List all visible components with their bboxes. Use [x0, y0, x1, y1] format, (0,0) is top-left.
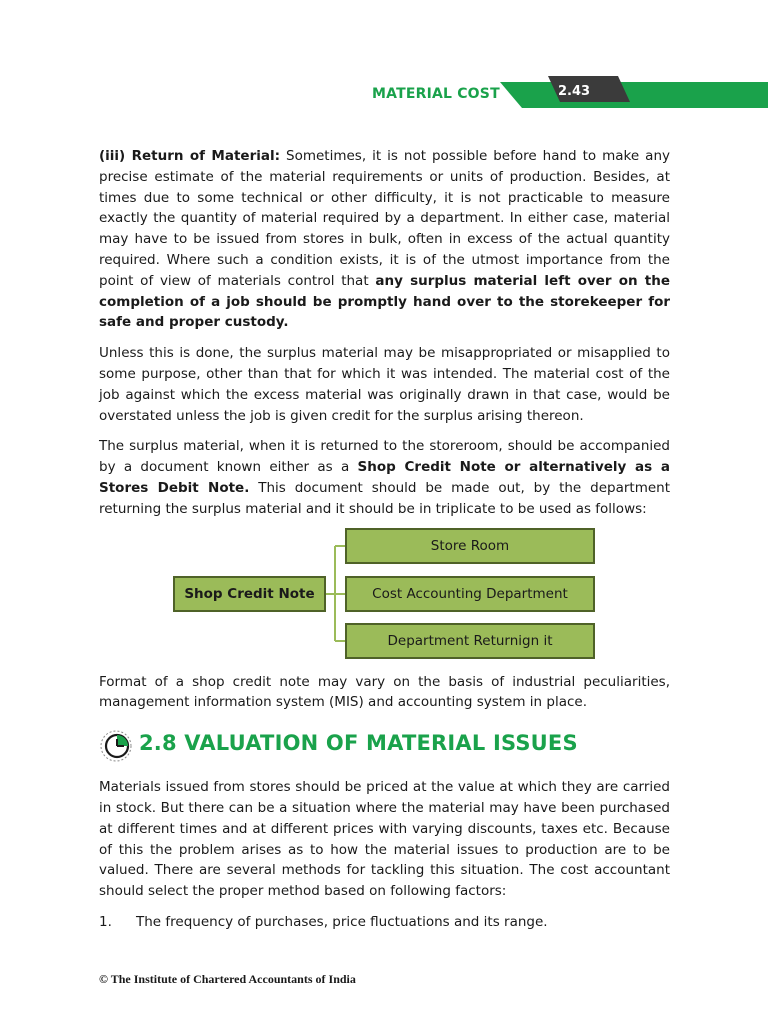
department-returning-box: Department Returnign it [345, 623, 595, 659]
section-title: 2.8 VALUATION OF MATERIAL ISSUES [139, 731, 578, 756]
header-page-tab [500, 76, 768, 110]
paragraph-bold-text: any surplus material left over on the completion of a job should be promptly hand over to the storekeeper for safe and proper custody. [99, 272, 671, 331]
paragraph-return-of-material [99, 146, 670, 333]
clock-icon [99, 729, 133, 763]
paragraph-materials-issued: Materials issued from stores should be priced at the value at which they are carried in stock. But there can be a situation where the material may have been purchased at different times and at different prices with varying discounts, taxes etc. Because of this the problem arises as to how the material issues to production are to be valued. There are several methods for tackling this situation. The cost accountant should select the proper method based on following factors: [99, 779, 670, 900]
footer-copyright: © The Institute of Chartered Accountants of India [99, 972, 356, 986]
paragraph-text: This document should be made out, by the department returning the surplus material and it should be in triplicate to be used as follows: [99, 479, 671, 517]
paragraph-text: The surplus material, when it is returned to the storeroom, should be accompanied by a document known either as a [99, 438, 670, 476]
list-number: 1. [99, 913, 112, 930]
page-header [0, 72, 768, 112]
store-room-box: Store Room [345, 528, 595, 564]
paragraph-text: Sometimes, it is not possible before hand to make any precise estimate of the material requirements or units of production. Besides, at times due to some technical or other difficulty, it is not practicable to measure exactly the quantity of material required by a department. In either case, material may have to be issued from stores in bulk, often in excess of the actual quantity required. Where such a condition exists, it is of the utmost importance from the point of view of materials control that [99, 148, 670, 289]
paragraph-surplus-material [99, 436, 670, 519]
section-heading [99, 727, 670, 769]
paragraph-misappropriation: Unless this is done, the surplus material may be misappropriated or misapplied to some purpose, other than that for which it was intended. The material cost of the job against which the excess material was originally drawn in that case, would be overstated unless the job is given credit for the surplus arising thereon. [99, 345, 670, 424]
paragraph-bold-text: Shop Credit Note or alternatively as a Stores Debit Note. [99, 459, 670, 496]
chapter-title: MATERIAL COST [372, 86, 500, 102]
page-content [99, 146, 670, 933]
return-of-material-label: (iii) Return of Material: [99, 148, 281, 164]
list-item [99, 912, 670, 933]
shop-credit-note-box: Shop Credit Note [173, 576, 326, 612]
cost-accounting-department-box: Cost Accounting Department [345, 576, 595, 612]
list-text: The frequency of purchases, price fluctuations and its range. [136, 913, 548, 930]
page-number: 2.43 [558, 84, 591, 99]
shop-credit-note-diagram [99, 530, 670, 664]
paragraph-format: Format of a shop credit note may vary on the basis of industrial peculiarities, management information system (MIS) and accounting system in place. [99, 673, 670, 711]
